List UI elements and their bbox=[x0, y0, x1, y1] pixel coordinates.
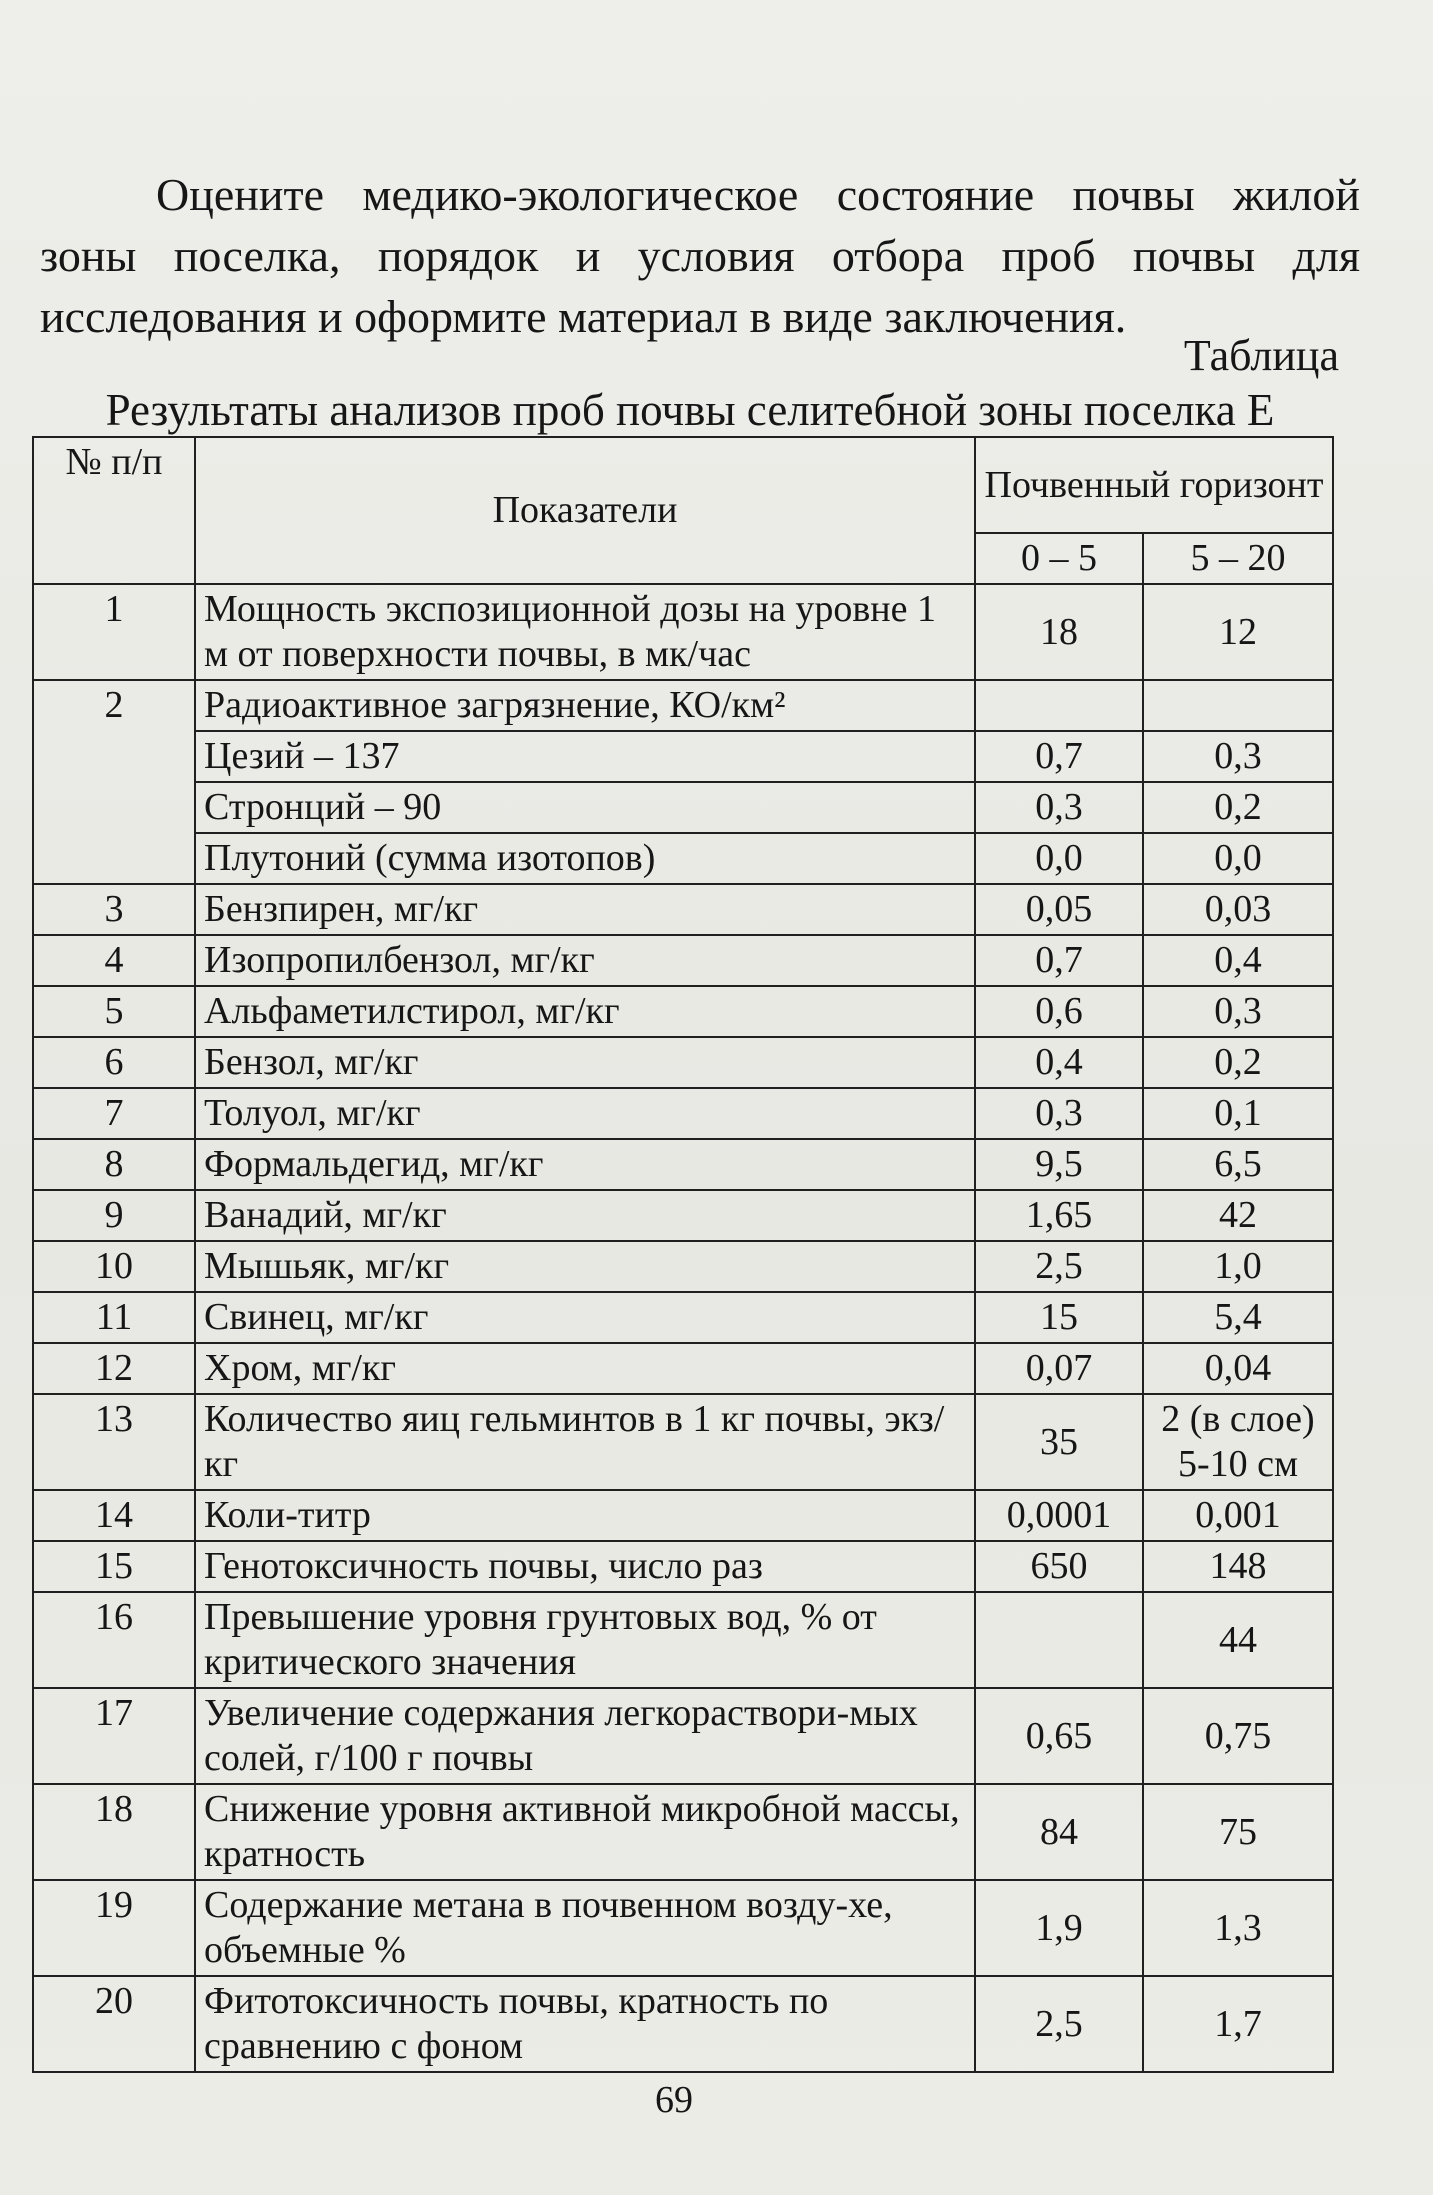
table-subrow bbox=[33, 833, 1333, 884]
value-5-20: 12 bbox=[1143, 584, 1333, 680]
table-row bbox=[33, 1037, 1333, 1088]
indicator-name: Свинец, мг/кг bbox=[195, 1292, 975, 1343]
indicator-name: Коли-титр bbox=[195, 1490, 975, 1541]
indicator-name: Ванадий, мг/кг bbox=[195, 1190, 975, 1241]
row-number: 12 bbox=[33, 1343, 195, 1394]
value-5-20: 0,2 bbox=[1143, 1037, 1333, 1088]
value-5-20: 44 bbox=[1143, 1592, 1333, 1688]
row-number: 1 bbox=[33, 584, 195, 680]
indicator-name: Фитотоксичность почвы, кратность по сравнению с фоном bbox=[195, 1976, 975, 2072]
value-5-20: 0,04 bbox=[1143, 1343, 1333, 1394]
depth-5-20-header: 5 – 20 bbox=[1143, 533, 1333, 584]
table-title: Результаты анализов проб почвы селитебной зоны поселка Е bbox=[105, 385, 1275, 435]
value-5-20: 0,3 bbox=[1143, 986, 1333, 1037]
table-row bbox=[33, 1292, 1333, 1343]
number-column-header: № п/п bbox=[33, 437, 195, 584]
row-number: 3 bbox=[33, 884, 195, 935]
value-0-5: 9,5 bbox=[975, 1139, 1143, 1190]
row-number: 7 bbox=[33, 1088, 195, 1139]
table-row bbox=[33, 935, 1333, 986]
indicator-name: Увеличение содержания легкораствори-мых солей, г/100 г почвы bbox=[195, 1688, 975, 1784]
table-row bbox=[33, 1394, 1333, 1490]
value-0-5: 84 bbox=[975, 1784, 1143, 1880]
indicator-name: Генотоксичность почвы, число раз bbox=[195, 1541, 975, 1592]
table-row bbox=[33, 1490, 1333, 1541]
table-row bbox=[33, 1241, 1333, 1292]
value-5-20: 5,4 bbox=[1143, 1292, 1333, 1343]
indicator-name: Формальдегид, мг/кг bbox=[195, 1139, 975, 1190]
table-row bbox=[33, 1343, 1333, 1394]
value-5-20: 0,03 bbox=[1143, 884, 1333, 935]
table-row bbox=[33, 1541, 1333, 1592]
indicator-name: Бензол, мг/кг bbox=[195, 1037, 975, 1088]
table-row bbox=[33, 1976, 1333, 2072]
value-0-5: 2,5 bbox=[975, 1241, 1143, 1292]
table-subrow bbox=[33, 782, 1333, 833]
table-row bbox=[33, 884, 1333, 935]
table-row bbox=[33, 1088, 1333, 1139]
value-5-20: 0,75 bbox=[1143, 1688, 1333, 1784]
value-5-20: 42 bbox=[1143, 1190, 1333, 1241]
value-5-20: 1,7 bbox=[1143, 1976, 1333, 2072]
table-row bbox=[33, 584, 1333, 680]
table-row bbox=[33, 680, 1333, 731]
indicator-name: Снижение уровня активной микробной массы, кратность bbox=[195, 1784, 975, 1880]
value-0-5: 0,6 bbox=[975, 986, 1143, 1037]
table-subrow bbox=[33, 731, 1333, 782]
indicator-name: Мощность экспозиционной дозы на уровне 1 м от поверхности почвы, в мк/час bbox=[195, 584, 975, 680]
value-0-5: 2,5 bbox=[975, 1976, 1143, 2072]
value-0-5: 1,65 bbox=[975, 1190, 1143, 1241]
value-0-5: 1,9 bbox=[975, 1880, 1143, 1976]
value-0-5 bbox=[975, 1592, 1143, 1688]
subindicator-name: Цезий – 137 bbox=[195, 731, 975, 782]
indicator-name: Содержание метана в почвенном возду-хе, объемные % bbox=[195, 1880, 975, 1976]
row-number: 5 bbox=[33, 986, 195, 1037]
indicator-name: Количество яиц гельминтов в 1 кг почвы, экз/кг bbox=[195, 1394, 975, 1490]
value-0-5: 0,65 bbox=[975, 1688, 1143, 1784]
row-number: 4 bbox=[33, 935, 195, 986]
table-row bbox=[33, 1880, 1333, 1976]
row-number: 20 bbox=[33, 1976, 195, 2072]
table-row bbox=[33, 986, 1333, 1037]
subindicator-name: Плутоний (сумма изотопов) bbox=[195, 833, 975, 884]
table-row bbox=[33, 1592, 1333, 1688]
row-number: 11 bbox=[33, 1292, 195, 1343]
value-0-5: 0,7 bbox=[975, 935, 1143, 986]
soil-analysis-table bbox=[32, 436, 1334, 2073]
row-number: 14 bbox=[33, 1490, 195, 1541]
table-row bbox=[33, 1688, 1333, 1784]
value-0-5: 650 bbox=[975, 1541, 1143, 1592]
row-number: 17 bbox=[33, 1688, 195, 1784]
row-number: 18 bbox=[33, 1784, 195, 1880]
table-row bbox=[33, 1139, 1333, 1190]
value-5-20: 0,001 bbox=[1143, 1490, 1333, 1541]
row-number: 8 bbox=[33, 1139, 195, 1190]
row-number: 9 bbox=[33, 1190, 195, 1241]
value-5-20: 0,3 bbox=[1143, 731, 1333, 782]
indicator-name: Толуол, мг/кг bbox=[195, 1088, 975, 1139]
value-5-20: 0,0 bbox=[1143, 833, 1333, 884]
soil-horizon-header: Почвенный горизонт bbox=[975, 437, 1333, 533]
indicator-name: Превышение уровня грунтовых вод, % от критического значения bbox=[195, 1592, 975, 1688]
value-5-20: 0,4 bbox=[1143, 935, 1333, 986]
value-0-5: 0,0001 bbox=[975, 1490, 1143, 1541]
value-0-5: 18 bbox=[975, 584, 1143, 680]
value-5-20: 2 (в слое) 5-10 см bbox=[1143, 1394, 1333, 1490]
value-5-20: 0,1 bbox=[1143, 1088, 1333, 1139]
table-row bbox=[33, 1190, 1333, 1241]
value-0-5: 35 bbox=[975, 1394, 1143, 1490]
value-5-20: 6,5 bbox=[1143, 1139, 1333, 1190]
indicator-name: Изопропилбензол, мг/кг bbox=[195, 935, 975, 986]
value-0-5: 0,3 bbox=[975, 1088, 1143, 1139]
empty-value bbox=[1143, 680, 1333, 731]
row-number: 19 bbox=[33, 1880, 195, 1976]
row-number: 10 bbox=[33, 1241, 195, 1292]
indicator-name: Мышьяк, мг/кг bbox=[195, 1241, 975, 1292]
value-0-5: 0,07 bbox=[975, 1343, 1143, 1394]
value-5-20: 75 bbox=[1143, 1784, 1333, 1880]
value-0-5: 0,0 bbox=[975, 833, 1143, 884]
value-0-5: 0,05 bbox=[975, 884, 1143, 935]
indicator-name: Хром, мг/кг bbox=[195, 1343, 975, 1394]
row-number: 16 bbox=[33, 1592, 195, 1688]
indicator-name: Радиоактивное загрязнение, КО/км² bbox=[195, 680, 975, 731]
indicator-name: Альфаметилстирол, мг/кг bbox=[195, 986, 975, 1037]
exercise-instructions: Оцените медико-экологическое состояние почвы жилой зоны поселка, порядок и условия отбора проб почвы для исследования и оформите материал в виде заключения. bbox=[40, 169, 1360, 342]
value-5-20: 148 bbox=[1143, 1541, 1333, 1592]
empty-value bbox=[975, 680, 1143, 731]
row-number: 2 bbox=[33, 680, 195, 884]
table-row bbox=[33, 1784, 1333, 1880]
value-0-5: 0,3 bbox=[975, 782, 1143, 833]
value-0-5: 15 bbox=[975, 1292, 1143, 1343]
value-5-20: 0,2 bbox=[1143, 782, 1333, 833]
indicator-column-header: Показатели bbox=[195, 437, 975, 584]
indicator-name: Бензпирен, мг/кг bbox=[195, 884, 975, 935]
value-5-20: 1,0 bbox=[1143, 1241, 1333, 1292]
row-number: 13 bbox=[33, 1394, 195, 1490]
row-number: 15 bbox=[33, 1541, 195, 1592]
subindicator-name: Стронций – 90 bbox=[195, 782, 975, 833]
table-caption: Таблица bbox=[1183, 331, 1339, 380]
row-number: 6 bbox=[33, 1037, 195, 1088]
page-number: 69 bbox=[655, 2079, 693, 2121]
value-0-5: 0,7 bbox=[975, 731, 1143, 782]
value-5-20: 1,3 bbox=[1143, 1880, 1333, 1976]
table-body bbox=[33, 584, 1333, 2072]
value-0-5: 0,4 bbox=[975, 1037, 1143, 1088]
depth-0-5-header: 0 – 5 bbox=[975, 533, 1143, 584]
